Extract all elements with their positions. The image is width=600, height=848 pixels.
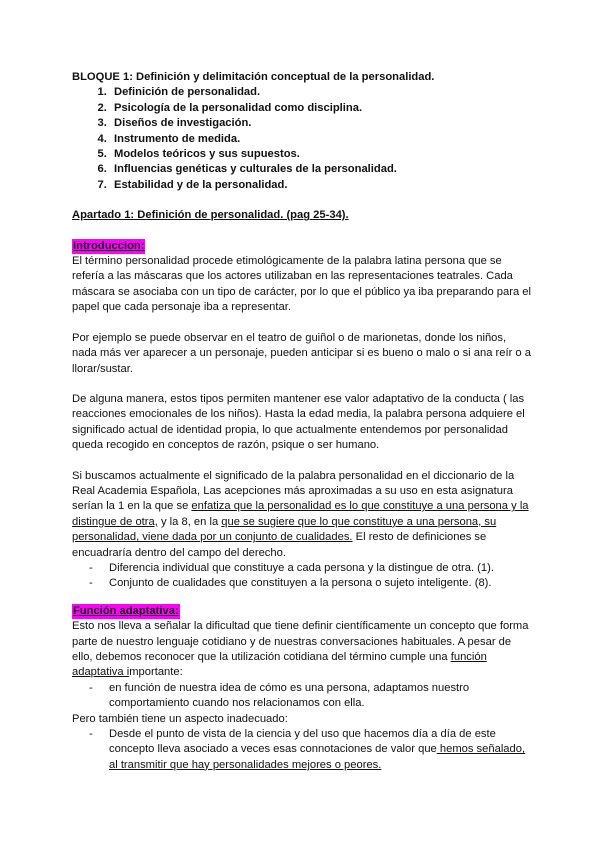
document-page — [72, 70, 532, 773]
adaptive-p1-text-b: mportante: — [129, 666, 183, 679]
list-item — [89, 727, 532, 773]
topic-item: 3. Diseños de investigación. — [110, 116, 532, 131]
topic-item: 2. Psicología de la personalidad como disciplina. — [110, 101, 532, 116]
intro-p4-text-a: Si buscamos actualmente el significado de la palabra personalidad en el diccionario de la Real Academia Española, Las acepciones más aproximadas a su uso en esta asignatura serían la 1 en la que se — [72, 469, 515, 513]
intro-p4-underline-1: enfatiza que la personalidad es lo que constituye a una persona y la distingue de otra, — [72, 500, 529, 528]
intro-paragraph-3: De alguna manera, estos tipos permiten mantener ese valor adaptativo de la conducta ( las reacciones emocionales de los niños). Hasta la edad media, la palabra persona adquiere el significado actual de identidad propia, lo que actualmente entendemos por personalidad queda recogido en conceptos de razón, psique o ser humano. — [72, 392, 525, 452]
block-title: BLOQUE 1: Definición y delimitación conceptual de la personalidad. — [72, 71, 435, 83]
list-item: - Diferencia individual que constituye a cada persona y la distingue de otra. (1). — [89, 561, 532, 576]
topic-item: 5. Modelos teóricos y sus supuestos. — [110, 147, 532, 162]
section-title: Apartado 1: Definición de personalidad. (pag 25-34). — [72, 209, 349, 222]
topic-item: 7. Estabilidad y de la personalidad. — [110, 178, 532, 193]
intro-paragraph-4 — [72, 469, 532, 561]
adaptive-list2-text: Desde el punto de vista de la ciencia y del uso que hacemos día a día de este concepto lleva asociado a veces esas connotaciones de valor que — [109, 728, 496, 756]
topic-item: 6. Influencias genéticas y culturales de la personalidad. — [110, 162, 532, 177]
adaptive-list2-underline: hemos señalado, al transmitir que hay personalidades mejores o peores. — [109, 743, 526, 771]
list-item: - en función de nuestra idea de cómo es una persona, adaptamos nuestro comportamiento cuando nos relacionamos con ella. — [89, 681, 532, 712]
list-item: - Conjunto de cualidades que constituyen a la persona o sujeto inteligente. (8). — [89, 576, 532, 591]
intro-p4-text-c: El resto de definiciones se encuadraría dentro del campo del derecho. — [72, 531, 487, 559]
adaptive-paragraph-2: Pero también tiene un aspecto inadecuado: — [72, 712, 288, 725]
topic-item: 4. Instrumento de medida. — [110, 132, 532, 147]
topics-list — [72, 85, 532, 193]
adaptive-p1-underline: función adaptativa i — [72, 651, 487, 679]
adaptive-list-1 — [72, 681, 532, 712]
intro-definitions-list — [72, 561, 532, 592]
adaptive-heading: Función adaptativa: — [72, 604, 180, 619]
adaptive-p1-text-a: Esto nos lleva a señalar la dificultad que tiene definir científicamente un concepto que forma parte de nuestro lenguaje cotidiano y de nuestras conversaciones habituales. A pesar de ello, debemos reconocer que la utilización cotidiana del término cumple una — [72, 620, 529, 663]
adaptive-paragraph-1 — [72, 619, 532, 681]
intro-heading: Introduccion: — [72, 239, 145, 254]
intro-p4-underline-2: que se sugiere que lo que constituye a una persona, su personalidad, viene dada por un conjunto de cualidades. — [72, 515, 497, 544]
topic-item: 1. Definición de personalidad. — [110, 85, 532, 100]
intro-paragraph-1: El término personalidad procede etimológicamente de la palabra latina persona que se refería a las máscaras que los actores utilizaban en las representaciones teatrales. Cada máscara se asociaba con un tipo de carácter, por lo que el público ya iba preparando para el papel que cada personaje iba a representar. — [72, 255, 531, 314]
intro-p4-text-b: y la 8, en la — [157, 515, 222, 528]
intro-paragraph-2: Por ejemplo se puede observar en el teatro de guiñol o de marionetas, donde los niños, nada más ver aparecer a un personaje, pueden anticipar si es bueno o malo o si ana reír o a llorar/sustar. — [72, 331, 531, 375]
adaptive-list-2 — [72, 727, 532, 773]
